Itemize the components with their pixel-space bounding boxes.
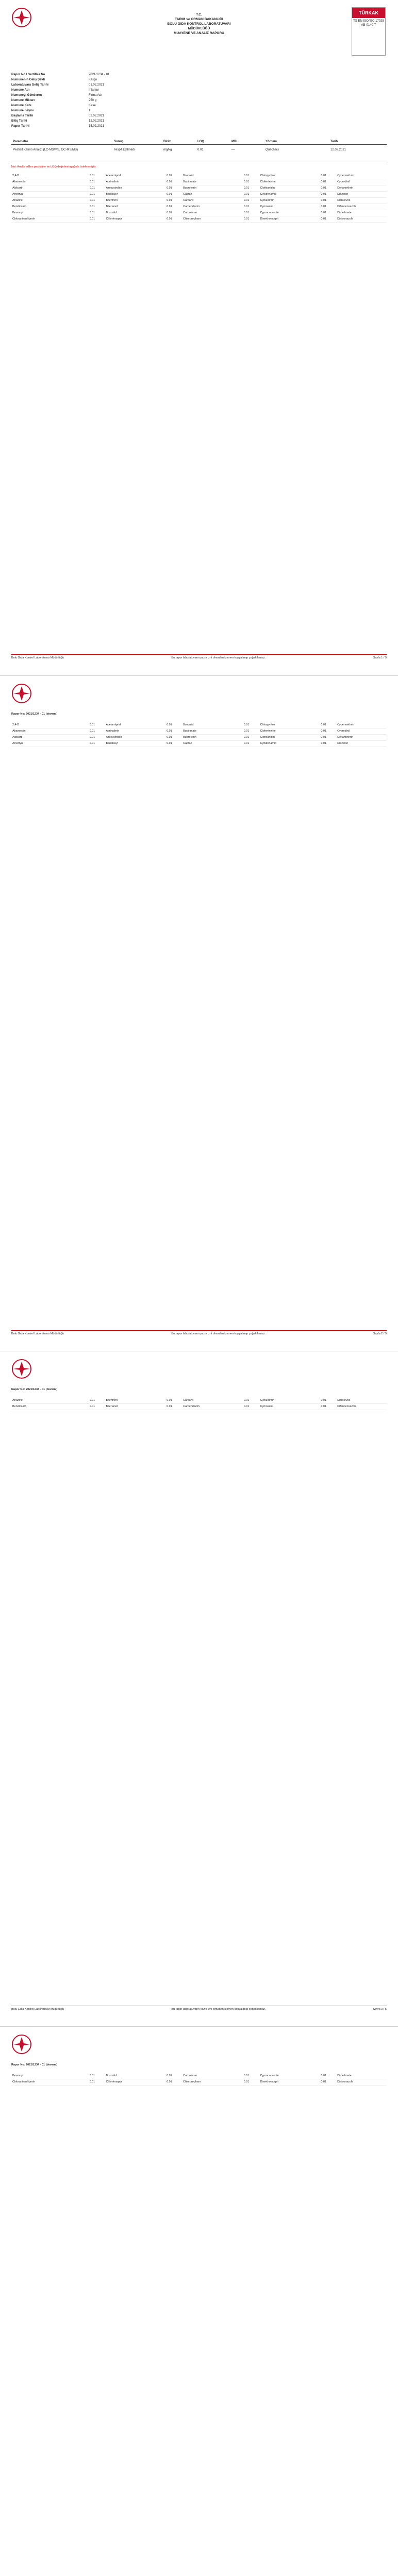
table-row: Aldicarb 0.01 Azoxystrobin 0.01 Buprofezin 0.01 Clothianidin 0.01 Deltamethrin [11,185,387,192]
continued-label: Rapor No: 2021/1234 - 01 (devamı) [11,2063,58,2066]
report-page-3 [0,1351,398,2027]
info-value: Ihlamur [89,89,100,92]
header-line-3: BOLU GIDA KONTROL LABORATUVARI [167,22,231,26]
info-value: Kese [89,104,96,107]
info-row [11,113,387,118]
cell: Quechers [266,148,279,151]
info-key: Rapor Tarihi [11,125,29,128]
report-page-1 [0,0,398,675]
ministry-logo-icon [11,2034,32,2055]
turkak-badge [352,7,386,56]
table-row: Abamectin 0.01 Acrinathrin 0.01 Bupirimate 0.01 Clofentezine 0.01 Cyprodinil [11,728,387,735]
pesticide-grid [11,1398,387,1410]
col-header: Tarih [330,140,338,143]
info-value: 15.02.2021 [89,125,105,128]
continued-label: Rapor No: 2021/1234 - 01 (devamı) [11,713,58,716]
info-key: Rapor No / Sertifika No [11,73,45,76]
table-row: Atrazine 0.01 Bifenthrin 0.01 Carbaryl 0.01 Cyhalothrin 0.01 Dichlorvos [11,1398,387,1404]
cell: 12.02.2021 [330,148,346,151]
turkak-title: TÜRKAK [352,8,385,18]
table-row: Ametryn 0.01 Benalaxyl 0.01 Captan 0.01 Cyflufenamid 0.01 Diazinon [11,192,387,198]
info-value: 2021/1234 - 01 [89,73,110,76]
header-line-5: MUAYENE VE ANALİZ RAPORU [174,31,224,35]
table-row: Ametryn 0.01 Benalaxyl 0.01 Captan 0.01 Cyflufenamid 0.01 Diazinon [11,741,387,747]
col-header: LOQ [197,140,204,143]
info-value: Firma Adı [89,94,102,97]
info-row [11,108,387,113]
info-key: Numuneyi Gönderen [11,94,42,97]
report-page-4 [0,2026,398,2576]
ministry-logo-icon [11,683,32,704]
table-row: Atrazine 0.01 Bifenthrin 0.01 Carbaryl 0.01 Cyhalothrin 0.01 Dichlorvos [11,198,387,204]
table-row: 2,4-D 0.01 Acetamiprid 0.01 Boscalid 0.01 Chlorpyrifos 0.01 Cypermethrin [11,722,387,728]
col-header: MRL [231,140,238,143]
info-key: Bitiş Tarihi [11,120,27,123]
info-key: Laboratuvara Geliş Tarihi [11,83,48,87]
info-row [11,77,387,82]
info-row [11,118,387,124]
cell: 0.01 [197,148,204,151]
results-table-header [11,139,387,145]
cell: — [231,148,235,151]
footer-right: Sayfa 3 / 5 [373,2008,387,2011]
info-value: 250 g [89,99,97,102]
page-footer [11,654,387,659]
info-row [11,88,387,93]
info-key: Başlama Tarihi [11,114,34,117]
header-line-1: T.C. [196,13,202,16]
info-row [11,124,387,129]
footer-mid: Bu rapor laboratuvarın yazılı izni olmadan kısmen kopyalanıp çoğaltılamaz. [171,2008,266,2011]
table-row: Benomyl 0.01 Boscalid 0.01 Carbofuran 0.01 Cyproconazole 0.01 Dimethoate [11,210,387,216]
info-key: Numunenin Geliş Şekli [11,78,45,81]
ministry-logo-icon [11,1359,32,1379]
info-row [11,82,387,88]
table-row: Aldicarb 0.01 Azoxystrobin 0.01 Buprofezin 0.01 Clothianidin 0.01 Deltamethrin [11,735,387,741]
report-page-2 [0,675,398,1351]
info-row [11,98,387,103]
header-line-2: TARIM ve ORMAN BAKANLIĞI [175,18,223,21]
footer-right: Sayfa 2 / 5 [373,1332,387,1335]
col-header: Yöntem [266,140,277,143]
info-value: 01.02.2021 [89,83,105,87]
info-row [11,93,387,98]
pesticide-grid [11,173,387,223]
table-row: Bendiocarb 0.01 Bitertanol 0.01 Carbendazim 0.01 Cymoxanil 0.01 Difenoconazole [11,204,387,210]
col-header: Sonuç [114,140,124,143]
page-footer [11,1330,387,1335]
turkak-text: TS EN ISO/IEC 17025 AB-0140-T [353,20,384,27]
continued-label: Rapor No: 2021/1234 - 01 (devamı) [11,1388,58,1391]
report-header [124,12,274,36]
info-value: 1 [89,109,91,112]
info-value: 12.02.2021 [89,120,105,123]
pesticide-note: Not: Analiz edilen pestisitler ve LOQ değerleri aşağıda listelenmiştir. [11,165,96,168]
info-key: Numune Kabı [11,104,31,107]
footer-right: Sayfa 1 / 5 [373,656,387,659]
col-header: Birim [163,140,172,143]
footer-left: Bolu Gıda Kontrol Laboratuvar Müdürlüğü [11,1332,64,1335]
table-row: Bendiocarb 0.01 Bitertanol 0.01 Carbendazim 0.01 Cymoxanil 0.01 Difenoconazole [11,1404,387,1410]
footer-mid: Bu rapor laboratuvarın yazılı izni olmadan kısmen kopyalanıp çoğaltılamaz. [171,656,266,659]
info-value: Kargo [89,78,97,81]
info-key: Numune Adı [11,89,30,92]
footer-mid: Bu rapor laboratuvarın yazılı izni olmadan kısmen kopyalanıp çoğaltılamaz. [171,1332,266,1335]
ministry-logo-icon [11,7,32,28]
cell: Pestisit Kalıntı Analizi (LC-MS/MS, GC-MS/MS) [13,148,78,151]
footer-left: Bolu Gıda Kontrol Laboratuvar Müdürlüğü [11,656,64,659]
page-footer [11,2006,387,2011]
table-row: Chlorantraniliprole 0.01 Chlorfenapyr 0.01 Chlorpropham 0.01 Dimethomorph 0.01 Diniconazole [11,2079,387,2086]
table-row: Abamectin 0.01 Acrinathrin 0.01 Bupirimate 0.01 Clofentezine 0.01 Cyprodinil [11,179,387,185]
table-row: Benomyl 0.01 Boscalid 0.01 Carbofuran 0.01 Cyproconazole 0.01 Dimethoate [11,2073,387,2079]
info-row [11,103,387,108]
info-key: Numune Miktarı [11,99,35,102]
table-row [11,147,387,152]
report-info [11,72,387,129]
table-row: 2,4-D 0.01 Acetamiprid 0.01 Boscalid 0.01 Chlorpyrifos 0.01 Cypermethrin [11,173,387,179]
cell: mg/kg [163,148,172,151]
info-key: Numune Sayısı [11,109,34,112]
cell: Tespit Edilmedi [114,148,135,151]
info-row [11,72,387,77]
pesticide-grid [11,2073,387,2086]
info-value: 02.02.2021 [89,114,105,117]
pesticide-grid [11,722,387,747]
header-line-4: MÜDÜRLÜĞÜ [188,27,210,30]
footer-left: Bolu Gıda Kontrol Laboratuvar Müdürlüğü [11,2008,64,2011]
col-header: Parametre [13,140,28,143]
table-row: Chlorantraniliprole 0.01 Chlorfenapyr 0.01 Chlorpropham 0.01 Dimethomorph 0.01 Diniconazole [11,216,387,223]
